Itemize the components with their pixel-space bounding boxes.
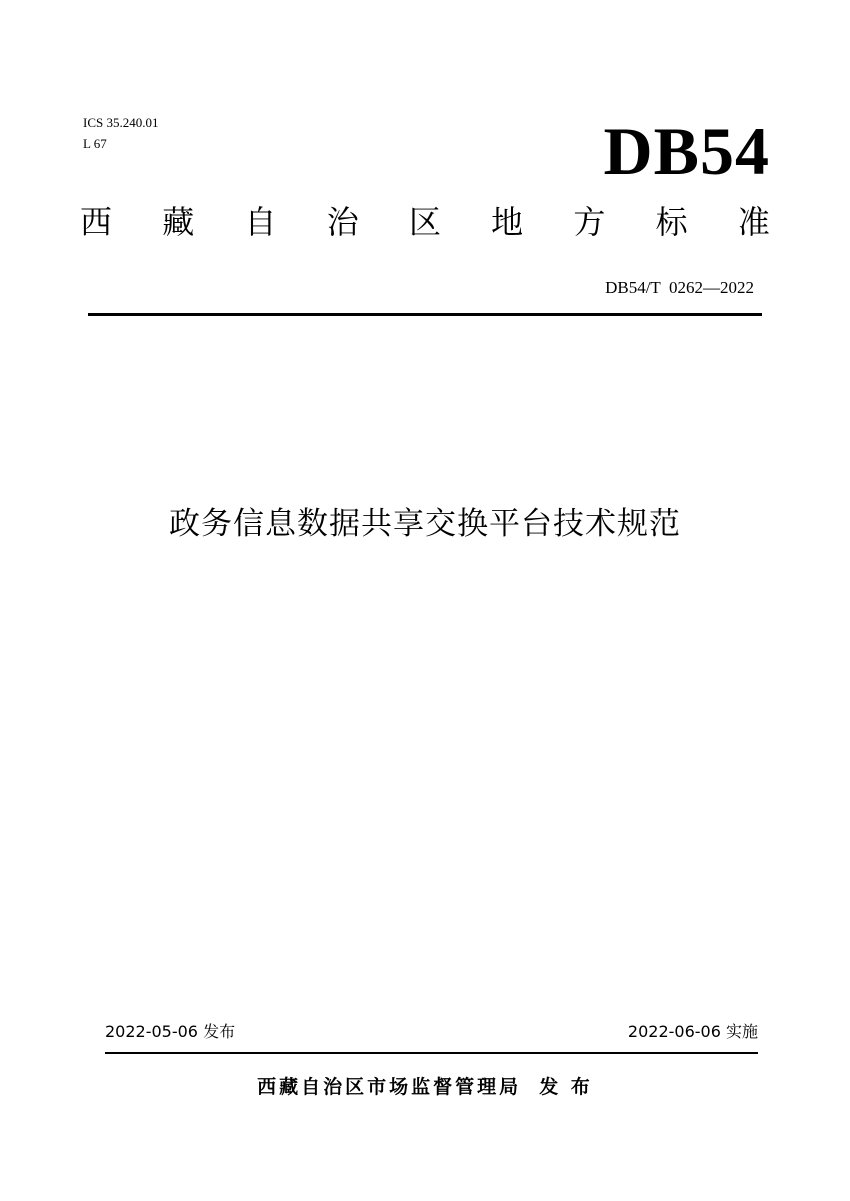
standard-number: DB54/T 0262—2022 (605, 278, 754, 297)
publisher-name: 西藏自治区市场监督管理局 (257, 1076, 522, 1098)
implementation-date: 2022-06-06 实施 (627, 1022, 758, 1041)
standard-type-char: 准 (737, 203, 770, 241)
publish-word: 发 布 (539, 1076, 593, 1098)
standard-type-char: 方 (573, 203, 606, 241)
standard-type-char: 区 (408, 203, 441, 241)
standard-type-heading (80, 200, 770, 244)
standard-type-char: 藏 (162, 203, 195, 241)
standard-type-char: 地 (491, 203, 524, 241)
top-divider (88, 313, 762, 316)
ics-code: ICS 35.240.01 (83, 115, 159, 130)
standard-type-char: 治 (326, 203, 359, 241)
publisher-line (0, 1073, 850, 1101)
standard-logo: DB54 (603, 113, 770, 189)
ccs-code: L 67 (83, 136, 107, 151)
bottom-divider (105, 1052, 758, 1054)
document-title: 政务信息数据共享交换平台技术规范 (169, 506, 681, 542)
standard-type-char: 标 (655, 203, 688, 241)
standard-type-char: 西 (80, 203, 113, 241)
standard-type-char: 自 (244, 203, 277, 241)
issue-date: 2022-05-06 发布 (105, 1022, 236, 1041)
